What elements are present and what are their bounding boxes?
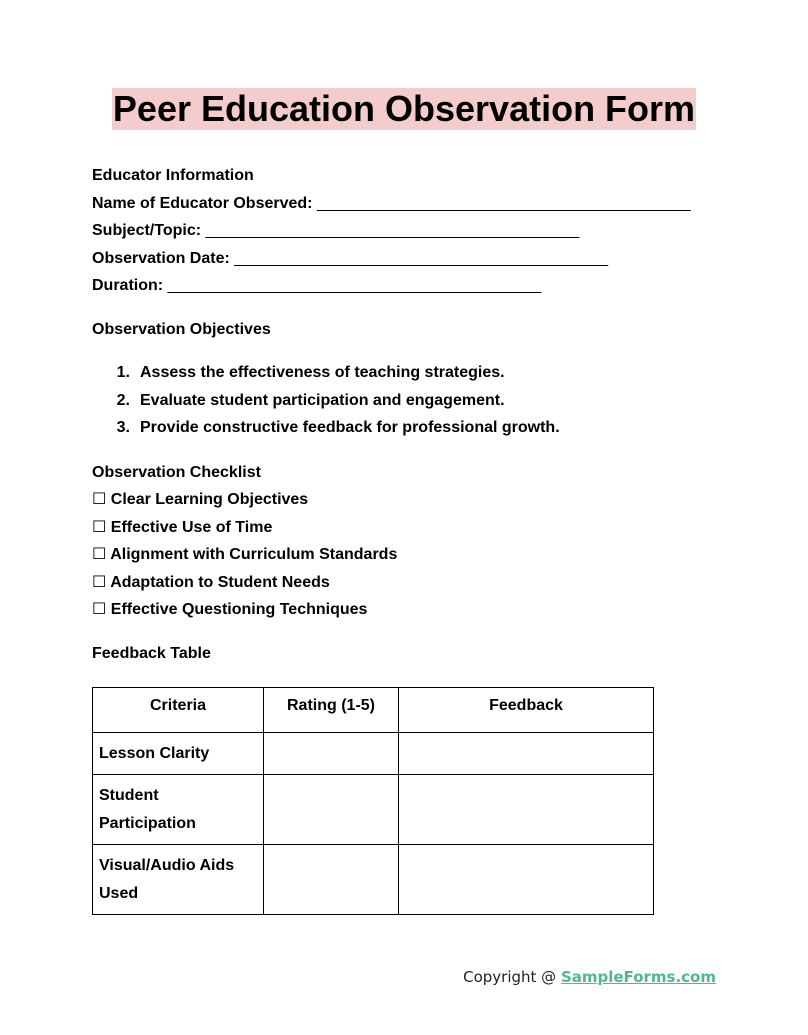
form-content (92, 162, 732, 667)
criteria-cell: Student Participation (93, 775, 264, 845)
subject-topic-field[interactable] (92, 217, 732, 245)
educator-name-field[interactable] (92, 190, 732, 218)
column-header-rating: Rating (1-5) (264, 688, 399, 733)
checkbox-icon[interactable]: ☐ (92, 573, 107, 591)
list-text: Assess the effectiveness of teaching strategies. (140, 364, 505, 381)
checklist-item[interactable] (92, 486, 732, 514)
checklist-label: Effective Use of Time (110, 518, 273, 536)
field-label: Duration: (92, 277, 164, 294)
rating-cell[interactable] (264, 733, 399, 775)
educator-info-heading: Educator Information (92, 167, 254, 184)
page-title: Peer Education Observation Form (112, 88, 696, 129)
field-label: Observation Date: (92, 249, 230, 267)
feedback-cell[interactable] (399, 845, 654, 915)
brand-link[interactable]: SampleForms.com (560, 968, 716, 986)
checkbox-icon[interactable]: ☐ (92, 601, 107, 618)
checkbox-icon[interactable]: ☐ (92, 518, 107, 536)
title-container (0, 88, 808, 130)
checkbox-icon[interactable]: ☐ (92, 546, 107, 563)
checklist-label: Clear Learning Objectives (110, 491, 309, 508)
list-number: 2. (116, 391, 130, 409)
table-row (93, 775, 654, 845)
checklist-item[interactable] (92, 541, 732, 569)
table-row (93, 733, 654, 775)
feedback-table (92, 687, 654, 915)
field-label: Name of Educator Observed: (92, 194, 313, 212)
list-text: Evaluate student participation and engagement. (140, 391, 505, 409)
list-number: 3. (116, 419, 130, 436)
checklist-item[interactable] (92, 596, 732, 624)
copyright-footer (463, 968, 716, 986)
field-blank: __________________________________________ (167, 277, 542, 294)
checklist-heading: Observation Checklist (92, 463, 261, 481)
checkbox-icon[interactable]: ☐ (92, 491, 107, 508)
feedback-cell[interactable] (399, 733, 654, 775)
column-header-feedback: Feedback (399, 688, 654, 733)
field-blank: __________________________________________ (205, 222, 580, 239)
copyright-text: Copyright @ (463, 968, 561, 986)
criteria-cell: Lesson Clarity (93, 733, 264, 775)
duration-field[interactable] (92, 272, 732, 300)
table-header-row (93, 688, 654, 733)
checklist-item[interactable] (92, 569, 732, 597)
list-number: 1. (116, 364, 130, 381)
list-text: Provide constructive feedback for professional growth. (140, 419, 560, 436)
checklist-item[interactable] (92, 514, 732, 542)
feedback-table-heading: Feedback Table (92, 644, 211, 662)
list-item (92, 387, 732, 415)
column-header-criteria: Criteria (93, 688, 264, 733)
feedback-cell[interactable] (399, 775, 654, 845)
field-label: Subject/Topic: (92, 222, 202, 239)
rating-cell[interactable] (264, 845, 399, 915)
field-blank: __________________________________________ (316, 194, 691, 212)
rating-cell[interactable] (264, 775, 399, 845)
objectives-heading: Observation Objectives (92, 320, 271, 338)
checklist-label: Alignment with Curriculum Standards (110, 546, 398, 563)
list-item (92, 359, 732, 387)
criteria-cell: Visual/Audio Aids Used (93, 845, 264, 915)
checklist-label: Effective Questioning Techniques (110, 601, 368, 618)
objectives-list (92, 359, 732, 442)
table-row (93, 845, 654, 915)
list-item (92, 414, 732, 442)
observation-date-field[interactable] (92, 245, 732, 273)
field-blank: __________________________________________ (234, 249, 608, 267)
checklist-label: Adaptation to Student Needs (110, 573, 330, 591)
